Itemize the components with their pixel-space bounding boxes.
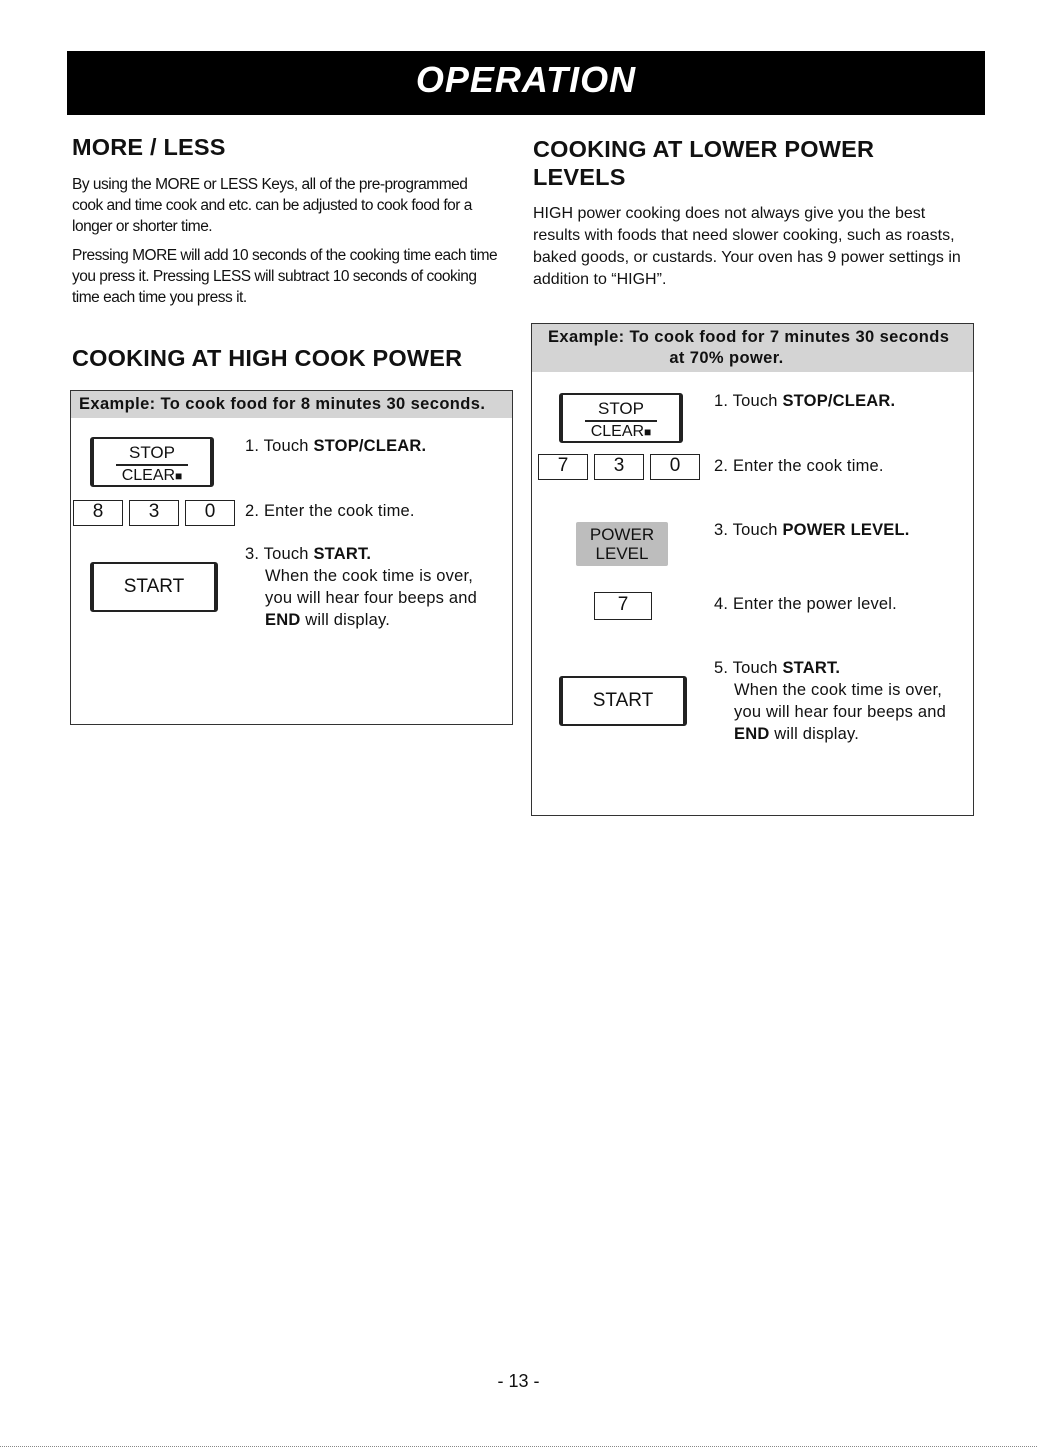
lower-power-step-1: 1. Touch STOP/CLEAR. xyxy=(714,392,896,410)
lower-power-example-header: Example: To cook food for 7 minutes 30 seconds at 70% power. xyxy=(532,324,973,372)
more-less-paragraph-2: Pressing MORE will add 10 seconds of the cooking time each time you press it. Pressing LESS will subtract 10 seconds of cooking time each time you press it. xyxy=(72,247,498,307)
page-banner xyxy=(67,51,985,115)
lower-power-step-5: 5. Touch START. When the cook time is over, you will hear four beeps and END will display. xyxy=(714,659,946,743)
stop-clear-key xyxy=(559,393,683,443)
clear-key-label: CLEAR■ xyxy=(121,467,183,484)
high-power-example-box xyxy=(70,390,513,725)
digit-key-0: 0 xyxy=(185,500,235,526)
high-power-step-2: 2. Enter the cook time. xyxy=(245,502,415,520)
digit-key-3: 3 xyxy=(594,454,644,480)
stop-key-label: STOP xyxy=(598,399,644,418)
lower-power-section xyxy=(533,135,973,291)
stop-key-label: STOP xyxy=(129,443,175,462)
lower-power-step-4: 4. Enter the power level. xyxy=(714,595,897,613)
footer-divider xyxy=(0,1446,1037,1447)
power-level-key: POWER LEVEL xyxy=(576,522,668,566)
lower-power-paragraph: HIGH power cooking does not always give you the best results with foods that need slower cooking, such as roasts, baked goods, or custards. Your oven has 9 power settings in addition to “HIGH”. xyxy=(533,205,961,288)
more-less-section xyxy=(72,133,502,308)
more-less-heading: MORE / LESS xyxy=(72,134,226,160)
lock-icon: ■ xyxy=(175,469,183,483)
start-key: START xyxy=(559,676,687,726)
power-digit-key-7: 7 xyxy=(594,592,652,620)
high-power-step-1: 1. Touch STOP/CLEAR. xyxy=(245,437,427,455)
digit-key-7: 7 xyxy=(538,454,588,480)
high-power-heading: COOKING AT HIGH COOK POWER xyxy=(72,345,463,371)
more-less-paragraph-1: By using the MORE or LESS Keys, all of the pre-programmed cook and time cook and etc. can be adjusted to cook food for a longer or shorter time. xyxy=(72,176,472,236)
lock-icon: ■ xyxy=(644,425,652,439)
lower-power-example-box xyxy=(531,323,974,816)
high-power-example-header: Example: To cook food for 8 minutes 30 seconds. xyxy=(71,391,512,418)
digit-key-0: 0 xyxy=(650,454,700,480)
clear-key-label: CLEAR■ xyxy=(590,423,652,440)
digit-key-3: 3 xyxy=(129,500,179,526)
lower-power-step-2: 2. Enter the cook time. xyxy=(714,457,884,475)
digit-key-8: 8 xyxy=(73,500,123,526)
page-number: - 13 - xyxy=(497,1371,540,1391)
lower-power-heading: COOKING AT LOWER POWER LEVELS xyxy=(533,136,875,190)
lower-power-step-3: 3. Touch POWER LEVEL. xyxy=(714,521,910,539)
banner-title: OPERATION xyxy=(415,59,637,100)
high-power-step-3: 3. Touch START. When the cook time is over, you will hear four beeps and END will display. xyxy=(245,545,477,629)
start-key: START xyxy=(90,562,218,612)
stop-clear-key xyxy=(90,437,214,487)
